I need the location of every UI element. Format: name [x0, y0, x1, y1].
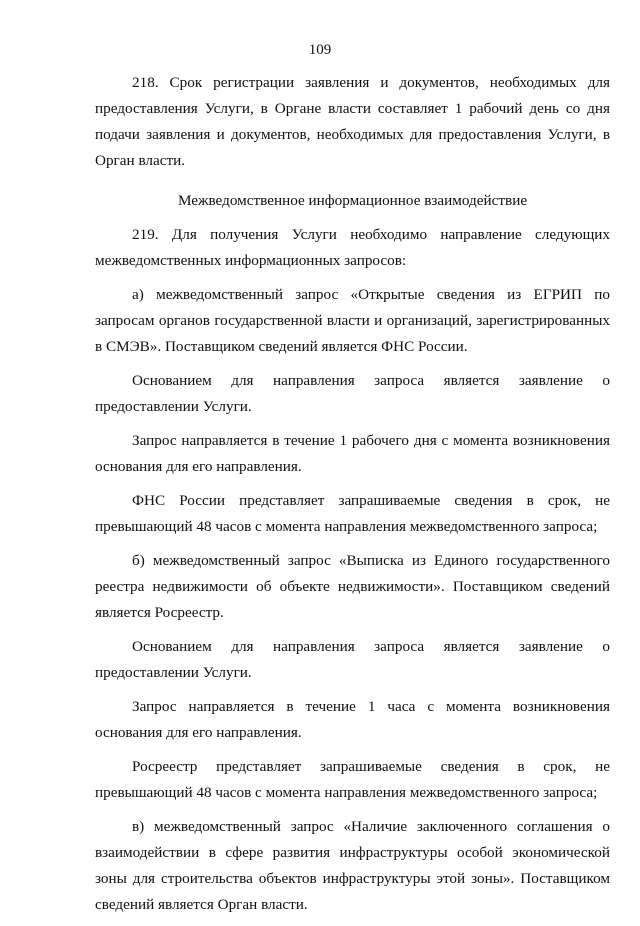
request-a-basis-paragraph: Основанием для направления запроса является заявление о предоставлении Услуги. — [95, 372, 610, 415]
paragraph-219: 219. Для получения Услуги необходимо направление следующих межведомственных информационных запросов: — [95, 226, 610, 269]
page-number: 109 — [308, 42, 332, 58]
request-b-basis-paragraph: Основанием для направления запроса является заявление о предоставлении Услуги. — [95, 638, 610, 681]
paragraph-218: 218. Срок регистрации заявления и документов, необходимых для предоставления Услуги, в Органе власти составляет 1 рабочий день со дня подачи заявления и документов, необходимых для предоставления Услуги, в Орган власти. — [95, 74, 610, 169]
document-body — [95, 70, 610, 926]
request-c-paragraph: в) межведомственный запрос «Наличие заключенного соглашения о взаимодействии в сфере развития инфраструктуры особой экономической зоны для строительства объектов инфраструктуры этой зоны». Поставщиком сведений является Орган власти. — [95, 818, 610, 913]
request-a-response-paragraph: ФНС России представляет запрашиваемые сведения в срок, не превышающий 48 часов с момента направления межведомственного запроса; — [95, 492, 610, 535]
section-heading: Межведомственное информационное взаимодействие — [177, 192, 528, 209]
request-b-response-paragraph: Росреестр представляет запрашиваемые сведения в срок, не превышающий 48 часов с момента направления межведомственного запроса; — [95, 758, 610, 801]
request-a-timing-paragraph: Запрос направляется в течение 1 рабочего дня с момента возникновения основания для его направления. — [95, 432, 610, 475]
request-b-paragraph: б) межведомственный запрос «Выписка из Единого государственного реестра недвижимости об объекте недвижимости». Поставщиком сведений является Росреестр. — [95, 552, 610, 621]
request-b-timing-paragraph: Запрос направляется в течение 1 часа с момента возникновения основания для его направления. — [95, 698, 610, 741]
request-a-paragraph: а) межведомственный запрос «Открытые сведения из ЕГРИП по запросам органов государственной власти и организаций, зарегистрированных в СМЭВ». Поставщиком сведений является ФНС России. — [95, 286, 610, 355]
